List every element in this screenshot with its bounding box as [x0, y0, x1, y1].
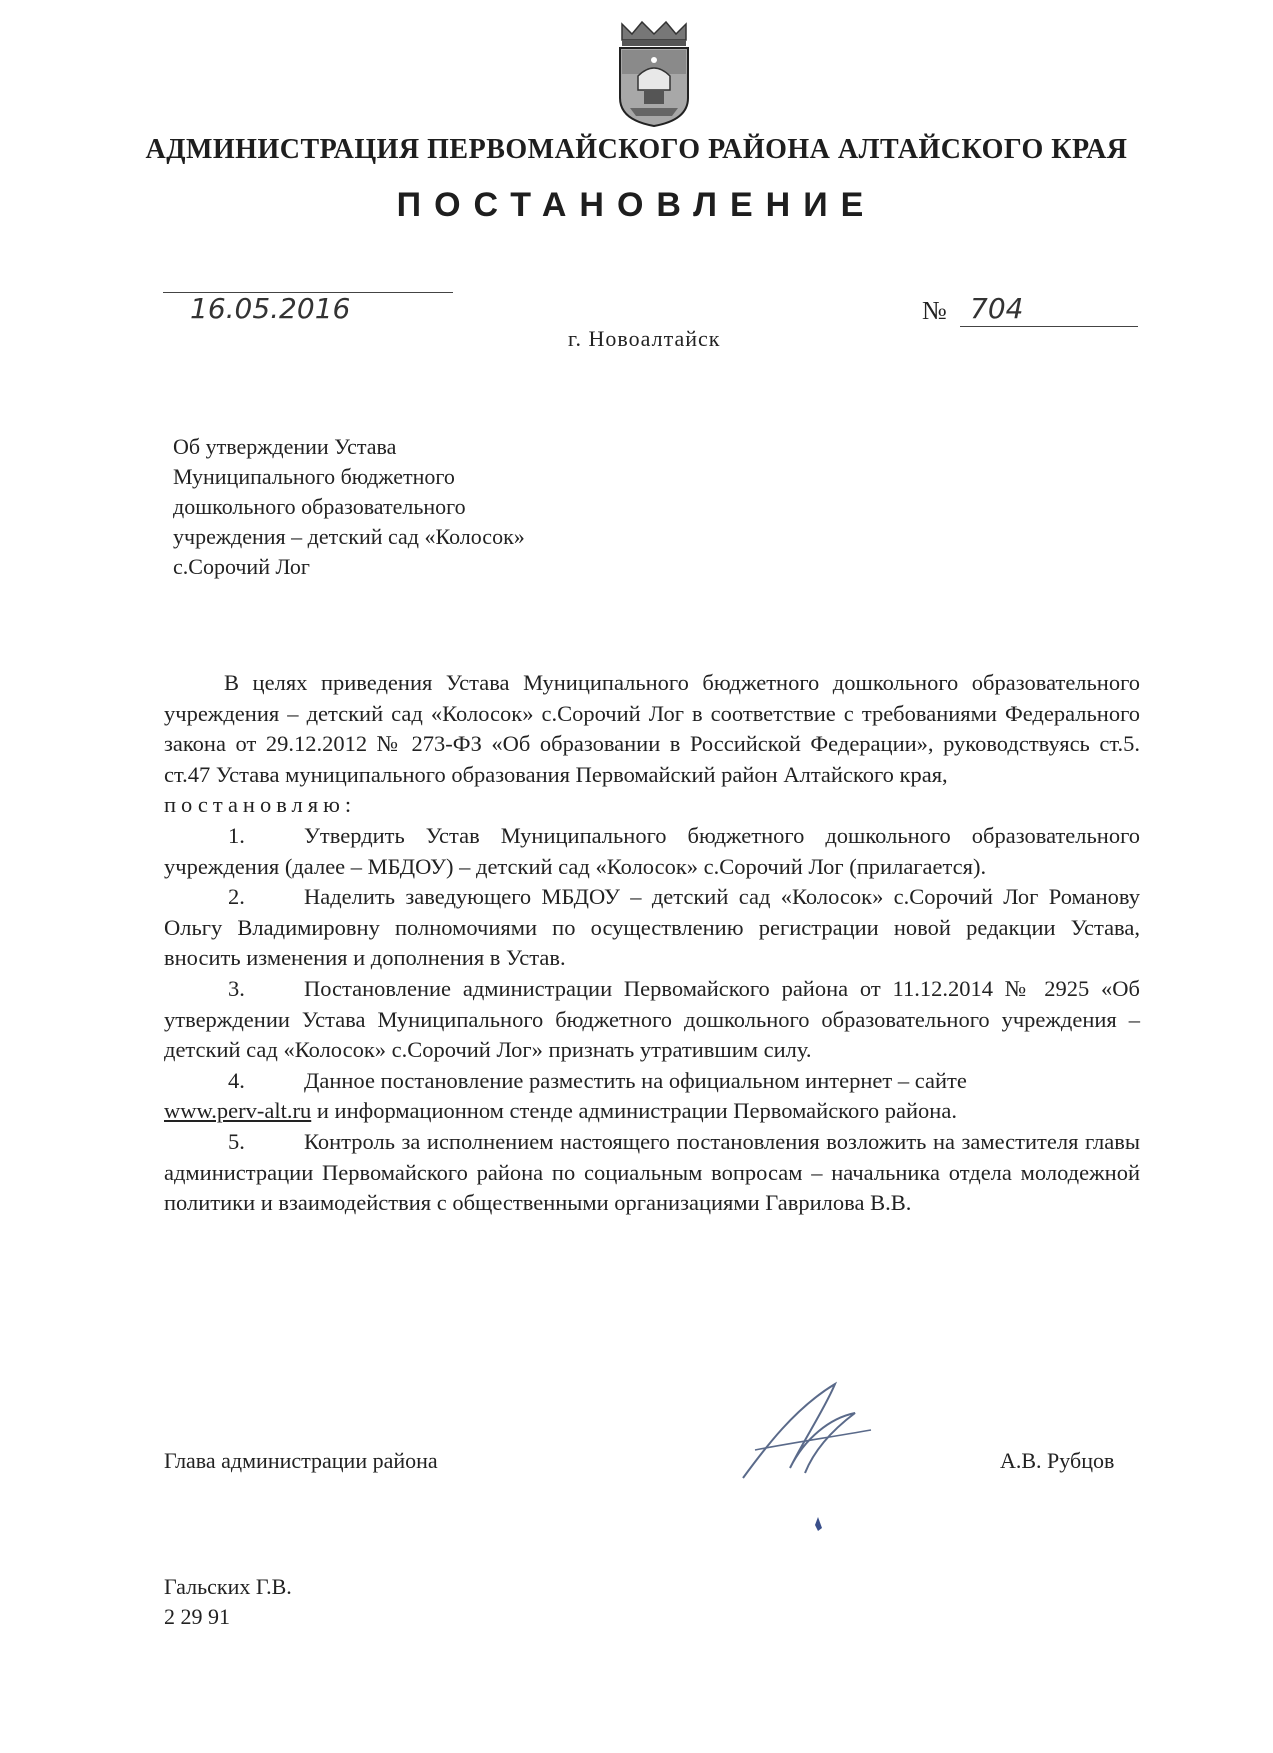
item-text: Наделить заведующего МБДОУ – детский сад «Колосок» с.Сорочий Лог Романову Ольгу Владимировну полномочиями по осуществлению регистрации новой редакции Устава, вносить изменения и дополнения в Устав.: [164, 884, 1140, 971]
document-date: 16.05.2016: [190, 292, 351, 325]
item-text: и информационном стенде администрации Первомайского района.: [316, 1098, 957, 1124]
subject-line: Об утверждении Устава: [173, 434, 397, 459]
document-number: 704: [970, 292, 1024, 325]
item-text: Постановление администрации Первомайского района от 11.12.2014 № 2925 «Об утверждении Устава Муниципального бюджетного дошкольного образовательного учреждения – детский сад «Колосок» с.Сорочий Лог» признать утратившим силу.: [164, 975, 1140, 1063]
organization-title: АДМИНИСТРАЦИЯ ПЕРВОМАЙСКОГО РАЙОНА АЛТАЙСКОГО КРАЯ: [145, 134, 1128, 165]
subject-line: дошкольного образовательного: [173, 494, 466, 519]
executor-name: Гальских Г.В.: [164, 1574, 292, 1599]
item-number: 5.: [228, 1128, 245, 1154]
item-number: 1.: [228, 822, 245, 848]
item-number: 3.: [228, 975, 245, 1001]
item-text: Утвердить Устав Муниципального бюджетного дошкольного образовательного учреждения (далее – МБДОУ) – детский сад «Колосок» с.Сорочий Лог (прилагается).: [164, 822, 1140, 879]
number-underline: [960, 326, 1138, 327]
subject-line: учреждения – детский сад «Колосок»: [173, 524, 525, 549]
subject-block: [173, 432, 643, 582]
city: г. Новоалтайск: [568, 326, 721, 351]
signatory-title: Глава администрации района: [164, 1448, 438, 1473]
document-body: [164, 668, 1140, 1219]
decree-word: постановляю:: [164, 792, 357, 818]
executor-phone: 2 29 91: [164, 1604, 230, 1629]
subject-line: с.Сорочий Лог: [173, 554, 310, 579]
list-item: [164, 882, 1140, 974]
number-label: №: [922, 296, 947, 325]
list-item: [164, 1127, 1140, 1219]
ink-mark-icon: [812, 1516, 824, 1532]
preamble: В целях приведения Устава Муниципального бюджетного дошкольного образовательного учреждения – детский сад «Колосок» с.Сорочий Лог в соответствие с требованиями Федерального закона от 29.12.2012 № 273-ФЗ «Об образовании в Российской Федерации», руководствуясь ст.5. ст.47 Устава муниципального образования Первомайский район Алтайского края,: [164, 670, 1140, 787]
item-number: 4.: [228, 1067, 245, 1093]
item-text: Контроль за исполнением настоящего постановления возложить на заместителя главы администрации Первомайского района по социальным вопросам – начальника отдела молодежной политики и взаимодействия с общественными организациями Гаврилова В.В.: [164, 1128, 1140, 1216]
document-type: ПОСТАНОВЛЕНИЕ: [396, 186, 877, 224]
handwritten-signature-icon: [735, 1378, 875, 1488]
coat-of-arms-icon: [608, 16, 700, 128]
list-item: [164, 1066, 1140, 1127]
list-item: [164, 974, 1140, 1066]
signatory-name: А.В. Рубцов: [1000, 1448, 1115, 1473]
item-number: 2.: [228, 884, 245, 910]
list-item: [164, 821, 1140, 882]
subject-line: Муниципального бюджетного: [173, 464, 455, 489]
item-text: Данное постановление разместить на официальном интернет – сайте: [304, 1067, 967, 1093]
website-link[interactable]: www.perv-alt.ru: [164, 1098, 312, 1124]
